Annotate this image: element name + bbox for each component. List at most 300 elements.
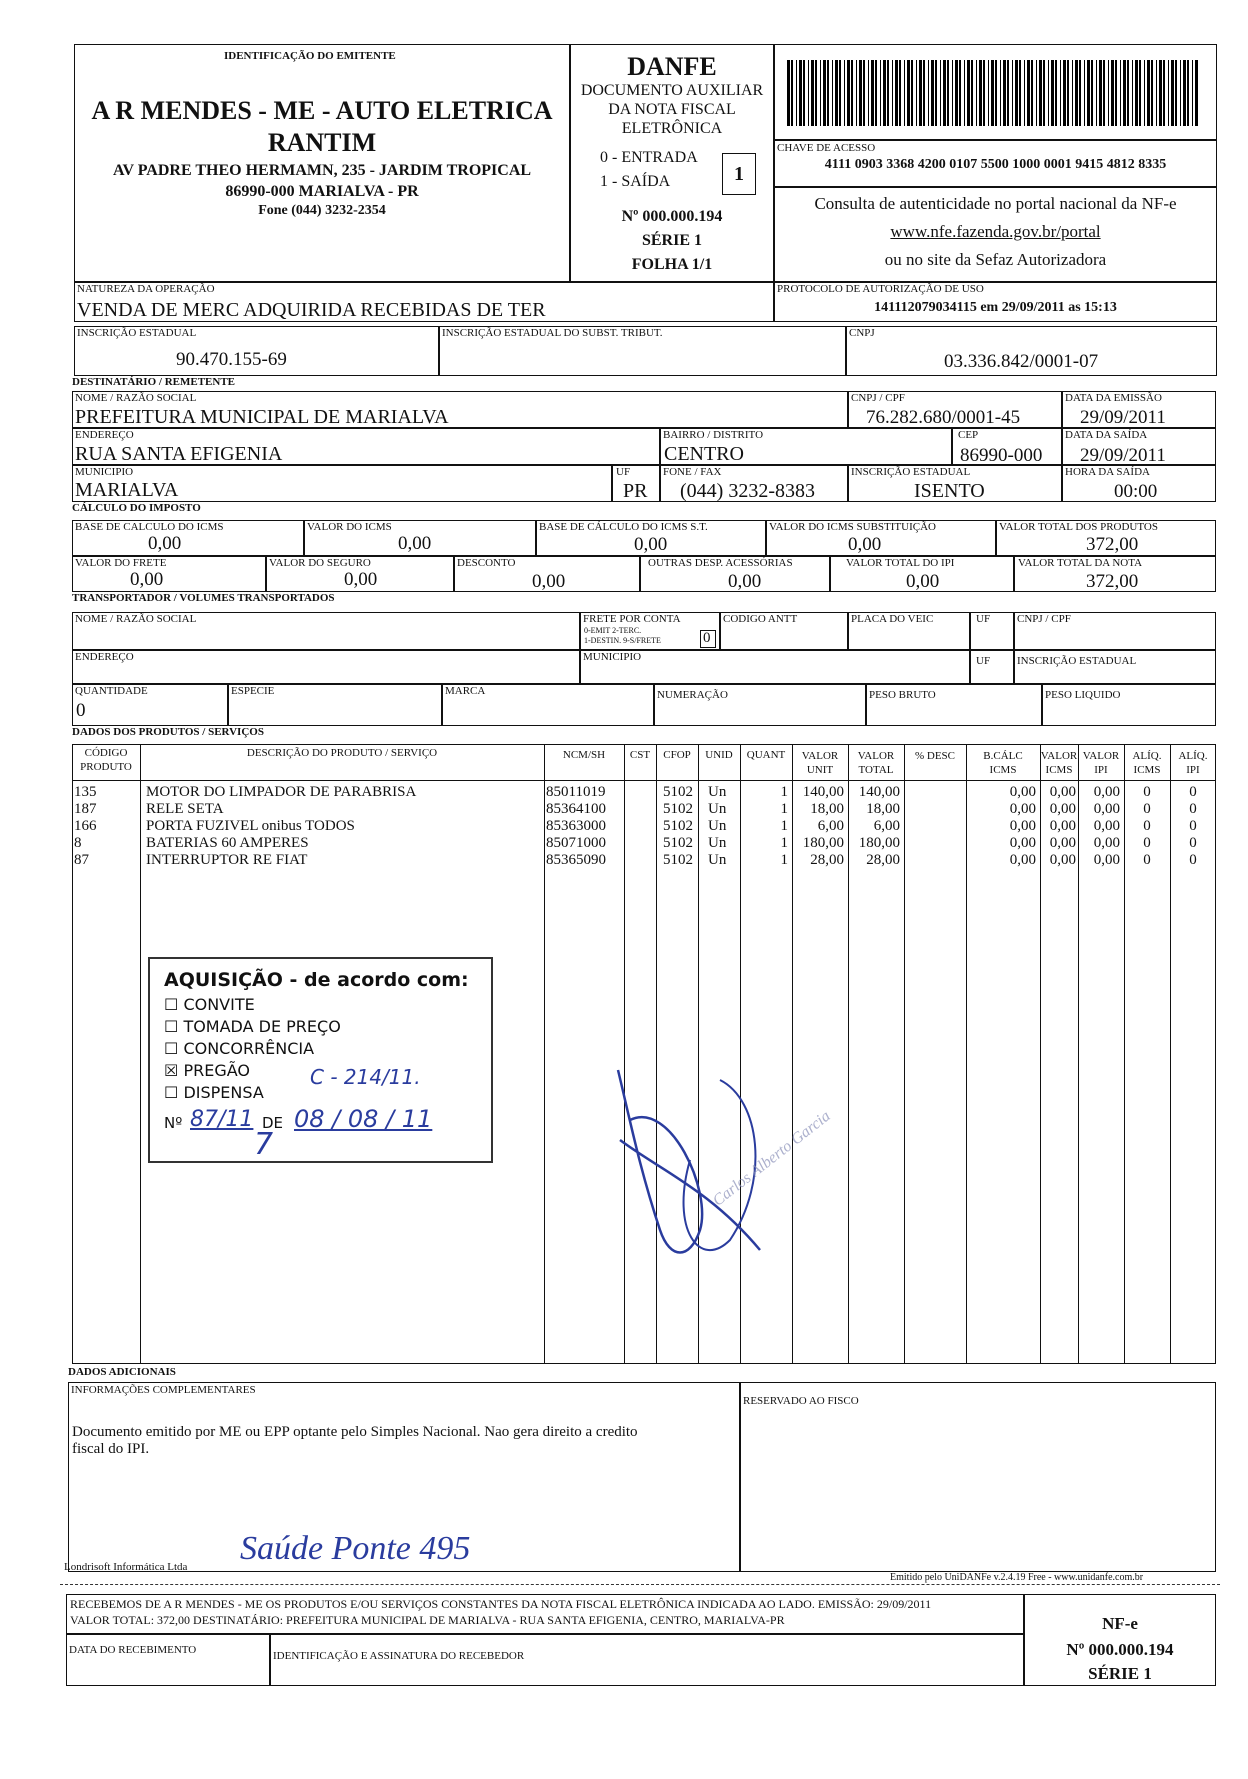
handwritten-signature (600, 1060, 860, 1270)
stamp-de: DE (262, 1114, 284, 1132)
product-value-icms: 0,00 (1049, 784, 1076, 800)
stamp-pregao-handwritten: C - 214/11. (310, 1065, 421, 1089)
product-code: 187 (74, 801, 97, 817)
barcode-bar (911, 60, 913, 126)
receipt-nfe: NF-e (1102, 1614, 1138, 1633)
product-aliq-icms: 0 (1143, 852, 1151, 868)
danfe-serie: SÉRIE 1 (641, 232, 703, 249)
product-value-ipi: 0,00 (1093, 818, 1120, 834)
gross-label: PESO BRUTO (869, 689, 936, 701)
danfe-subtitle-3: ELETRÔNICA (621, 120, 723, 137)
emitter-name: A R MENDES - ME - AUTO ELETRICA (91, 96, 553, 125)
barcode-bar (871, 60, 874, 126)
qty-value: 0 (76, 700, 86, 721)
cnpj-label: CNPJ (849, 327, 875, 339)
transport-uf-label: UF (976, 613, 991, 625)
barcode-bar (964, 60, 965, 126)
stamp-number-handwritten: 87/11 (190, 1107, 254, 1132)
product-cfop: 5102 (663, 818, 693, 834)
recipient-ie: ISENTO (914, 480, 985, 502)
barcode-bar (883, 60, 886, 126)
product-qty: 1 (780, 784, 788, 800)
product-unit: Un (708, 835, 727, 851)
product-qty: 1 (780, 852, 788, 868)
barcode-bar (827, 60, 829, 126)
product-unit-value: 180,00 (802, 835, 844, 851)
hdr-cst: CST (629, 749, 651, 761)
barcode-bar (1192, 60, 1193, 126)
barcode-bar (875, 60, 877, 126)
transport-section-label: TRANSPORTADOR / VOLUMES TRANSPORTADOS (72, 592, 335, 604)
hdr-qty: QUANT (746, 749, 786, 761)
exit-date: 29/09/2011 (1080, 445, 1166, 466)
emitter-address: AV PADRE THEO HERMAMN, 235 - JARDIM TROPICAL (112, 162, 532, 179)
barcode-bar (1132, 60, 1133, 126)
barcode-bar (916, 60, 917, 126)
product-description: PORTA FUZIVEL onibus TODOS (146, 818, 355, 834)
barcode-bar (1096, 60, 1097, 126)
hour-value: 00:00 (1114, 481, 1158, 502)
hdr-vt-2: TOTAL (858, 764, 894, 776)
transport-address-label: ENDEREÇO (75, 651, 134, 663)
barcode-bar (1183, 60, 1186, 126)
product-code: 8 (74, 835, 82, 851)
product-bc-icms: 0,00 (1009, 801, 1036, 817)
icms-label: VALOR DO ICMS (307, 521, 392, 533)
cep-value: 86990-000 (960, 445, 1043, 466)
products-header-line (72, 780, 1216, 781)
product-value-icms: 0,00 (1049, 835, 1076, 851)
product-ncm: 85364100 (546, 801, 606, 817)
access-key: 4111 0903 3368 4200 0107 5500 1000 0001 9415 4812 8335 (824, 157, 1167, 172)
stamp-opt-pregao-label: PREGÃO (183, 1061, 250, 1080)
stamp-opt-dispensa-label: DISPENSA (183, 1083, 264, 1102)
other-value: 0,00 (728, 571, 762, 592)
barcode-bar (952, 60, 953, 126)
barcode-bar (895, 60, 898, 126)
district-label: BAIRRO / DISTRITO (663, 429, 764, 441)
product-value-ipi: 0,00 (1093, 852, 1120, 868)
danfe-saida: 1 - SAÍDA (600, 173, 671, 190)
barcode-bar (1024, 60, 1025, 126)
hdr-bc-1: B.CÁLC (983, 750, 1023, 762)
barcode-bar (1103, 60, 1105, 126)
product-bc-icms: 0,00 (1009, 784, 1036, 800)
transport-city-label: MUNICIPIO (583, 651, 642, 663)
receipt-serie: SÉRIE 1 (1088, 1664, 1152, 1683)
barcode-bar (791, 60, 793, 126)
barcode-bar (1084, 60, 1085, 126)
recipient-ie-label: INSCRIÇÃO ESTADUAL (851, 466, 971, 478)
barcode-bar (1055, 60, 1057, 126)
barcode-bar (868, 60, 869, 126)
stamp-title: AQUISIÇÃO - de acordo com: (164, 969, 469, 991)
product-cfop: 5102 (663, 835, 693, 851)
barcode-bar (1075, 60, 1078, 126)
danfe-subtitle-2: DA NOTA FISCAL (608, 101, 736, 118)
barcode-bar (1123, 60, 1126, 126)
additional-section-label: DADOS ADICIONAIS (68, 1366, 176, 1378)
barcode-bar (1051, 60, 1054, 126)
discount-label: DESCONTO (457, 557, 516, 569)
product-unit-value: 18,00 (810, 801, 844, 817)
barcode-bar (1147, 60, 1150, 126)
stamp-opt-convite: ☐ CONVITE (164, 995, 255, 1014)
barcode-bar (983, 60, 985, 126)
danfe-folha: FOLHA 1/1 (631, 256, 713, 273)
consult-text-2: ou no site da Sefaz Autorizadora (884, 250, 1107, 269)
hdr-vu-2: UNIT (806, 764, 834, 776)
product-code: 135 (74, 784, 97, 800)
freight-opt-2: 1-DESTIN. 9-S/FRETE (584, 636, 661, 645)
barcode-bar (1180, 60, 1181, 126)
hdr-vp-1: VALOR (1082, 750, 1120, 762)
product-total-value: 18,00 (866, 801, 900, 817)
barcode-bar (787, 60, 790, 126)
barcode-bar (967, 60, 970, 126)
emission-label: DATA DA EMISSÃO (1065, 392, 1162, 404)
acquisition-stamp (148, 957, 493, 1163)
hdr-code-2: PRODUTO (80, 761, 132, 773)
barcode-bar (947, 60, 949, 126)
qty-label: QUANTIDADE (75, 685, 148, 697)
danfe-number: Nº 000.000.194 (621, 208, 723, 225)
product-unit: Un (708, 852, 727, 868)
icms-st-label: VALOR DO ICMS SUBSTITUIÇÃO (769, 521, 936, 533)
barcode-bar (979, 60, 982, 126)
product-value-icms: 0,00 (1049, 818, 1076, 834)
barcode-bar (856, 60, 857, 126)
base-icms: 0,00 (148, 533, 182, 554)
recipient-cnpj-label: CNPJ / CPF (851, 392, 905, 404)
emitter-phone: Fone (044) 3232-2354 (258, 203, 386, 218)
products-column-line (1078, 744, 1079, 1364)
barcode-bar (823, 60, 826, 126)
danfe-subtitle-1: DOCUMENTO AUXILIAR (580, 82, 764, 99)
products-column-line (792, 744, 793, 1364)
product-bc-icms: 0,00 (1009, 852, 1036, 868)
hdr-vi-1: VALOR (1040, 750, 1078, 762)
barcode-bar (1091, 60, 1093, 126)
brand-label: MARCA (445, 685, 486, 697)
product-ncm: 85363000 (546, 818, 606, 834)
barcode-bar (1031, 60, 1033, 126)
barcode-bar (1063, 60, 1066, 126)
hdr-ai-1: ALÍQ. (1132, 750, 1162, 762)
recipient-name: PREFEITURA MUNICIPAL DE MARIALVA (75, 406, 449, 428)
nature-value: VENDA DE MERC ADQUIRIDA RECEBIDAS DE TER (77, 299, 546, 321)
products-column-line (1170, 744, 1171, 1364)
stamp-opt-concorrencia: ☐ CONCORRÊNCIA (164, 1039, 315, 1058)
barcode-bar (839, 60, 841, 126)
total-value: 372,00 (1086, 571, 1139, 592)
products-column-line (698, 744, 699, 1364)
barcode-bar (1139, 60, 1141, 126)
barcode-bar (907, 60, 910, 126)
stamp-opt-concorrencia-label: CONCORRÊNCIA (183, 1039, 315, 1058)
access-key-label: CHAVE DE ACESSO (777, 142, 876, 154)
product-aliq-ipi: 0 (1189, 801, 1197, 817)
barcode-bar (935, 60, 937, 126)
emitted-by: Emitido pelo UniDANFe v.2.4.19 Free - www.unidanfe.com.br (890, 1572, 1144, 1583)
products-column-line (740, 744, 741, 1364)
product-cfop: 5102 (663, 784, 693, 800)
barcode-bar (1151, 60, 1153, 126)
barcode-bar (1012, 60, 1013, 126)
receipt-date-label: DATA DO RECEBIMENTO (69, 1644, 197, 1656)
city-value: MARIALVA (75, 479, 179, 501)
product-code: 166 (74, 818, 97, 834)
barcode-bar (1187, 60, 1189, 126)
receipt-line-1: RECEBEMOS DE A R MENDES - ME OS PRODUTOS E/OU SERVIÇOS CONSTANTES DA NOTA FISCAL ELETRÔNICA INDICADA AO LADO. EMISSÃO: 29/09/2011 (70, 1597, 932, 1611)
barcode-bar (904, 60, 905, 126)
barcode-bar (1156, 60, 1157, 126)
fisco-label: RESERVADO AO FISCO (743, 1395, 859, 1407)
barcode-bar (1159, 60, 1162, 126)
tax-section-label: CÁLCULO DO IMPOSTO (72, 502, 201, 514)
hdr-code-1: CÓDIGO (84, 747, 128, 759)
plate-label: PLACA DO VEIC (851, 613, 934, 625)
product-value-ipi: 0,00 (1093, 801, 1120, 817)
barcode-bar (1171, 60, 1174, 126)
product-value-icms: 0,00 (1049, 852, 1076, 868)
barcode-bar (892, 60, 893, 126)
barcode-bar (1036, 60, 1037, 126)
product-code: 87 (74, 852, 89, 868)
barcode-bar (796, 60, 797, 126)
transport-name-label: NOME / RAZÃO SOCIAL (75, 613, 197, 625)
icms-value: 0,00 (398, 533, 432, 554)
barcode-bar (1127, 60, 1129, 126)
hdr-ap-2: IPI (1186, 764, 1200, 776)
barcode-bar (1079, 60, 1081, 126)
barcode-bar (971, 60, 973, 126)
product-ncm: 85071000 (546, 835, 606, 851)
recipient-name-label: NOME / RAZÃO SOCIAL (75, 392, 197, 404)
discount-value: 0,00 (532, 571, 566, 592)
barcode-bar (880, 60, 881, 126)
emitter-name-line2: RANTIM (267, 128, 377, 157)
products-column-line (904, 744, 905, 1364)
barcode-bar (808, 60, 809, 126)
barcode-bar (1111, 60, 1114, 126)
hdr-ap-1: ALÍQ. (1178, 750, 1208, 762)
receipt-sign-label: IDENTIFICAÇÃO E ASSINATURA DO RECEBEDOR (273, 1650, 525, 1662)
barcode-bar (919, 60, 922, 126)
total-label: VALOR TOTAL DA NOTA (1018, 557, 1143, 569)
barcode-bar (976, 60, 977, 126)
recipient-address-label: ENDEREÇO (75, 429, 134, 441)
freight-value: 0,00 (130, 569, 164, 590)
freight-label: VALOR DO FRETE (75, 557, 167, 569)
software-credit: Londrisoft Informática Ltda (64, 1561, 188, 1573)
barcode (787, 60, 1202, 126)
stamp-date-handwritten: 08 / 08 / 11 (294, 1105, 433, 1133)
hour-label: HORA DA SAÍDA (1065, 466, 1150, 478)
phone-value: (044) 3232-8383 (680, 480, 815, 502)
product-value-icms: 0,00 (1049, 801, 1076, 817)
barcode-bar (799, 60, 802, 126)
barcode-bar (820, 60, 821, 126)
receipt-line-2: VALOR TOTAL: 372,00 DESTINATÁRIO: PREFEITURA MUNICIPAL DE MARIALVA - RUA SANTA EFIGENIA, CENTRO, MARIALVA-PR (70, 1613, 785, 1627)
products-column-line (966, 744, 967, 1364)
ipi-value: 0,00 (906, 571, 940, 592)
phone-label: FONE / FAX (663, 466, 722, 478)
product-total-value: 180,00 (858, 835, 900, 851)
cnpj-value: 03.336.842/0001-07 (944, 351, 1099, 372)
net-label: PESO LIQUIDO (1045, 689, 1121, 701)
base-icms-label: BASE DE CALCULO DO ICMS (75, 521, 224, 533)
recipient-section-label: DESTINATÁRIO / REMETENTE (72, 376, 235, 388)
barcode-bar (1048, 60, 1049, 126)
barcode-bar (1135, 60, 1138, 126)
product-unit-value: 28,00 (810, 852, 844, 868)
product-total-value: 140,00 (858, 784, 900, 800)
product-description: MOTOR DO LIMPADOR DE PARABRISA (146, 784, 417, 800)
barcode-bar (835, 60, 838, 126)
barcode-bar (859, 60, 862, 126)
stamp-number-prefix: Nº (164, 1114, 183, 1132)
stamp-opt-dispensa: ☐ DISPENSA (164, 1083, 264, 1102)
barcode-bar (1015, 60, 1018, 126)
product-value-ipi: 0,00 (1093, 784, 1120, 800)
transport-uf2-label: UF (976, 655, 991, 667)
base-st-label: BASE DE CÁLCULO DO ICMS S.T. (539, 521, 708, 533)
emitter-city: 86990-000 MARIALVA - PR (225, 183, 419, 200)
danfe-title: DANFE (627, 52, 717, 81)
products-column-line (624, 744, 625, 1364)
product-qty: 1 (780, 801, 788, 817)
protocol-label: PROTOCOLO DE AUTORIZAÇÃO DE USO (777, 283, 984, 295)
barcode-bar (863, 60, 865, 126)
products-column-line (848, 744, 849, 1364)
product-ncm: 85011019 (546, 784, 606, 800)
barcode-bar (803, 60, 805, 126)
info-line-1: Documento emitido por ME ou EPP optante pelo Simples Nacional. Nao gera direito a credito (72, 1424, 638, 1440)
product-description: BATERIAS 60 AMPERES (146, 835, 309, 851)
product-unit: Un (708, 801, 727, 817)
barcode-bar (1027, 60, 1030, 126)
barcode-bar (1115, 60, 1117, 126)
barcode-bar (1175, 60, 1177, 126)
hdr-vp-2: IPI (1094, 764, 1108, 776)
product-bc-icms: 0,00 (1009, 818, 1036, 834)
hdr-desc: DESCRIÇÃO DO PRODUTO / SERVIÇO (246, 747, 438, 759)
barcode-bar (815, 60, 817, 126)
barcode-bar (851, 60, 853, 126)
barcode-bar (1000, 60, 1001, 126)
danfe-entrada: 0 - ENTRADA (600, 149, 698, 166)
city-label: MUNICIPIO (75, 466, 134, 478)
barcode-bar (832, 60, 833, 126)
insurance-label: VALOR DO SEGURO (269, 557, 371, 569)
product-aliq-icms: 0 (1143, 801, 1151, 817)
emission-date: 29/09/2011 (1080, 407, 1166, 428)
uf-value: PR (623, 480, 648, 502)
district-value: CENTRO (664, 443, 744, 465)
hdr-vu-1: VALOR (801, 750, 839, 762)
barcode-bar (1003, 60, 1006, 126)
product-cfop: 5102 (663, 852, 693, 868)
products-section-label: DADOS DOS PRODUTOS / SERVIÇOS (72, 726, 264, 738)
transport-address-box (72, 650, 580, 684)
base-st: 0,00 (634, 534, 668, 555)
barcode-bar (1060, 60, 1061, 126)
ie-label: INSCRIÇÃO ESTADUAL (77, 327, 197, 339)
hdr-cfop: CFOP (663, 749, 691, 761)
product-unit-value: 140,00 (802, 784, 844, 800)
hdr-ai-2: ICMS (1133, 764, 1161, 776)
product-qty: 1 (780, 818, 788, 834)
danfe-type-value: 1 (734, 163, 744, 185)
barcode-bar (988, 60, 989, 126)
product-aliq-icms: 0 (1143, 784, 1151, 800)
barcode-bar (1043, 60, 1045, 126)
barcode-bar (1087, 60, 1090, 126)
ipi-label: VALOR TOTAL DO IPI (846, 557, 955, 569)
consult-url[interactable]: www.nfe.fazenda.gov.br/portal (890, 222, 1101, 241)
barcode-bar (1168, 60, 1169, 126)
barcode-bar (847, 60, 850, 126)
barcode-bar (940, 60, 941, 126)
info-line-2: fiscal do IPI. (72, 1441, 150, 1457)
product-aliq-ipi: 0 (1189, 835, 1197, 851)
receipt-date-box (66, 1634, 270, 1686)
barcode-bar (1007, 60, 1009, 126)
barcode-bar (899, 60, 901, 126)
handwritten-note: Saúde Ponte 495 (240, 1530, 471, 1567)
product-aliq-icms: 0 (1143, 818, 1151, 834)
product-value-ipi: 0,00 (1093, 835, 1120, 851)
hdr-bc-2: ICMS (989, 764, 1017, 776)
product-total-value: 28,00 (866, 852, 900, 868)
barcode-bar (1144, 60, 1145, 126)
ie-st-label: INSCRIÇÃO ESTADUAL DO SUBST. TRIBUT. (442, 327, 663, 339)
stamp-hand-mark: 7 (254, 1127, 274, 1162)
barcode-bar (943, 60, 946, 126)
barcode-bar (931, 60, 934, 126)
product-unit: Un (708, 818, 727, 834)
nature-label: NATUREZA DA OPERAÇÃO (77, 283, 215, 295)
barcode-bar (1163, 60, 1165, 126)
recipient-cnpj: 76.282.680/0001-45 (866, 407, 1021, 428)
stamp-opt-pregao: ☒ PREGÃO (164, 1061, 250, 1080)
insurance-value: 0,00 (344, 569, 378, 590)
hdr-unit: UNID (705, 749, 733, 761)
fisco-box (740, 1382, 1216, 1572)
freight-type-label: FRETE POR CONTA (583, 613, 681, 625)
protocol-value: 141112079034115 em 29/09/2011 as 15:13 (874, 300, 1117, 315)
product-bc-icms: 0,00 (1009, 835, 1036, 851)
info-label: INFORMAÇÕES COMPLEMENTARES (71, 1384, 256, 1396)
product-aliq-icms: 0 (1143, 835, 1151, 851)
barcode-bar (844, 60, 845, 126)
freight-type-value: 0 (703, 630, 711, 646)
exit-label: DATA DA SAÍDA (1065, 429, 1148, 441)
product-unit: Un (708, 784, 727, 800)
products-column-line (1124, 744, 1125, 1364)
barcode-bar (923, 60, 925, 126)
stamp-opt-tomada: ☐ TOMADA DE PREÇO (164, 1017, 341, 1036)
uf-label: UF (616, 466, 631, 478)
product-description: RELE SETA (146, 801, 224, 817)
product-qty: 1 (780, 835, 788, 851)
transport-cnpj-label: CNPJ / CPF (1017, 613, 1071, 625)
consult-text: Consulta de autenticidade no portal nacional da NF-e (814, 194, 1177, 213)
freight-opt-1: 0-EMIT 2-TERC. (584, 626, 642, 635)
product-aliq-ipi: 0 (1189, 784, 1197, 800)
products-column-line (544, 744, 545, 1364)
